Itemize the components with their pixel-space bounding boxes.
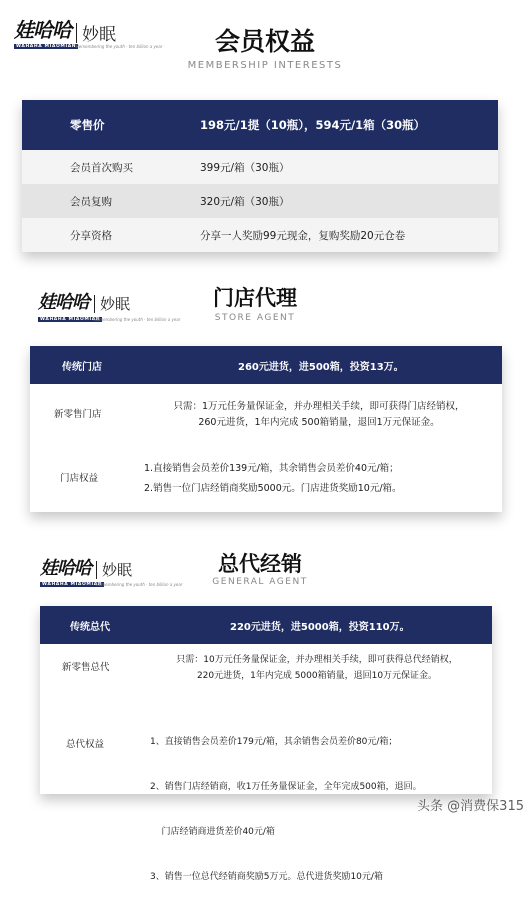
text-line: 2、销售门店经销商，收1万任务量保证金，全年完成500箱，退回。 <box>150 782 422 792</box>
general-rights-text <box>150 705 422 915</box>
store-subtitle: STORE AGENT <box>214 313 296 323</box>
text-line: 只需：10万元任务量保证金，并办理相关手续，即可获得总代经销权， <box>176 655 458 665</box>
membership-title: 会员权益 <box>214 27 315 56</box>
row-label: 分享资格 <box>70 229 112 242</box>
brand-name: 妙眠 <box>82 25 116 45</box>
text-line: 3、销售一位总代经销商奖励5万元。总代进货奖励10元/箱 <box>150 872 383 882</box>
brand-bar: WAHAHA MIAOMIAN <box>16 44 77 49</box>
row-label: 会员首次购买 <box>70 161 133 174</box>
brand-bar: WAHAHA MIAOMIAN <box>40 317 101 322</box>
store-rights-label: 门店权益 <box>60 473 99 484</box>
brand-divider <box>96 561 97 579</box>
brand-header-1 <box>14 14 164 62</box>
brand-header-2 <box>38 288 188 328</box>
row-value: 260元进货，进500箱，投资13万。 <box>238 361 404 373</box>
row-value: 320元/箱（30瓶） <box>200 195 290 208</box>
membership-table <box>22 100 498 252</box>
brand-slogan: Remembering the youth · ten billion a year <box>94 317 181 322</box>
general-subtitle: GENERAL AGENT <box>212 577 308 587</box>
store-rights-text <box>144 461 402 497</box>
brand-divider <box>94 295 95 313</box>
store-title: 门店代理 <box>213 286 297 310</box>
new-general-label: 新零售总代 <box>62 662 110 673</box>
brand-logo: 娃哈哈 <box>38 292 89 313</box>
table-row-header <box>30 346 502 384</box>
row-label: 传统总代 <box>70 621 110 633</box>
new-store-text <box>154 399 484 431</box>
row-value: 220元进货，进5000箱，投资110万。 <box>230 621 410 633</box>
text-line: 220元进货，1年内完成 5000箱销量，退回10万元保证金。 <box>196 671 438 681</box>
store-table <box>30 346 502 512</box>
row-value: 198元/1提（10瓶），594元/1箱（30瓶） <box>200 118 426 132</box>
new-store-label: 新零售门店 <box>54 409 102 420</box>
general-rights-label: 总代权益 <box>66 739 105 750</box>
general-title: 总代经销 <box>218 552 302 576</box>
text-line: 2.销售一位门店经销商奖励5000元。门店进货奖励10元/箱。 <box>144 483 402 494</box>
membership-subtitle: MEMBERSHIP INTERESTS <box>187 60 343 71</box>
brand-slogan: Remembering the youth · ten billion a year <box>76 44 163 49</box>
text-line: 门店经销商进货差价40元/箱 <box>150 827 275 837</box>
table-row <box>22 184 498 218</box>
table-row <box>22 150 498 184</box>
text-line: 1.直接销售会员差价139元/箱，其余销售会员差价40元/箱； <box>144 463 399 474</box>
row-value: 分享一人奖励99元现金，复购奖励20元仓卷 <box>200 229 406 242</box>
text-line: 260元进货，1年内完成 500箱销量，退回1万元保证金。 <box>198 417 440 428</box>
text-line: 只需：1万元任务量保证金，并办理相关手续，即可获得门店经销权， <box>173 401 465 412</box>
table-row-header <box>40 606 492 644</box>
table-row <box>22 218 498 252</box>
new-general-text <box>144 652 490 684</box>
brand-name: 妙眠 <box>100 295 131 313</box>
brand-logo: 娃哈哈 <box>40 558 91 579</box>
brand-name: 妙眠 <box>102 561 133 579</box>
brand-header-3 <box>40 554 190 594</box>
brand-slogan: Remembering the youth · ten billion a year <box>96 582 183 587</box>
row-value: 399元/箱（30瓶） <box>200 161 290 174</box>
brand-logo: 娃哈哈 <box>14 18 71 42</box>
row-label: 会员复购 <box>70 195 112 208</box>
table-row-header <box>22 100 498 150</box>
brand-divider <box>76 23 77 43</box>
text-line: 1、直接销售会员差价179元/箱，其余销售会员差价80元/箱； <box>150 737 398 747</box>
watermark: 头条 @消费保315 <box>417 799 524 814</box>
row-label: 传统门店 <box>62 361 102 373</box>
row-label: 零售价 <box>70 118 105 132</box>
brand-bar: WAHAHA MIAOMIAN <box>42 582 103 587</box>
